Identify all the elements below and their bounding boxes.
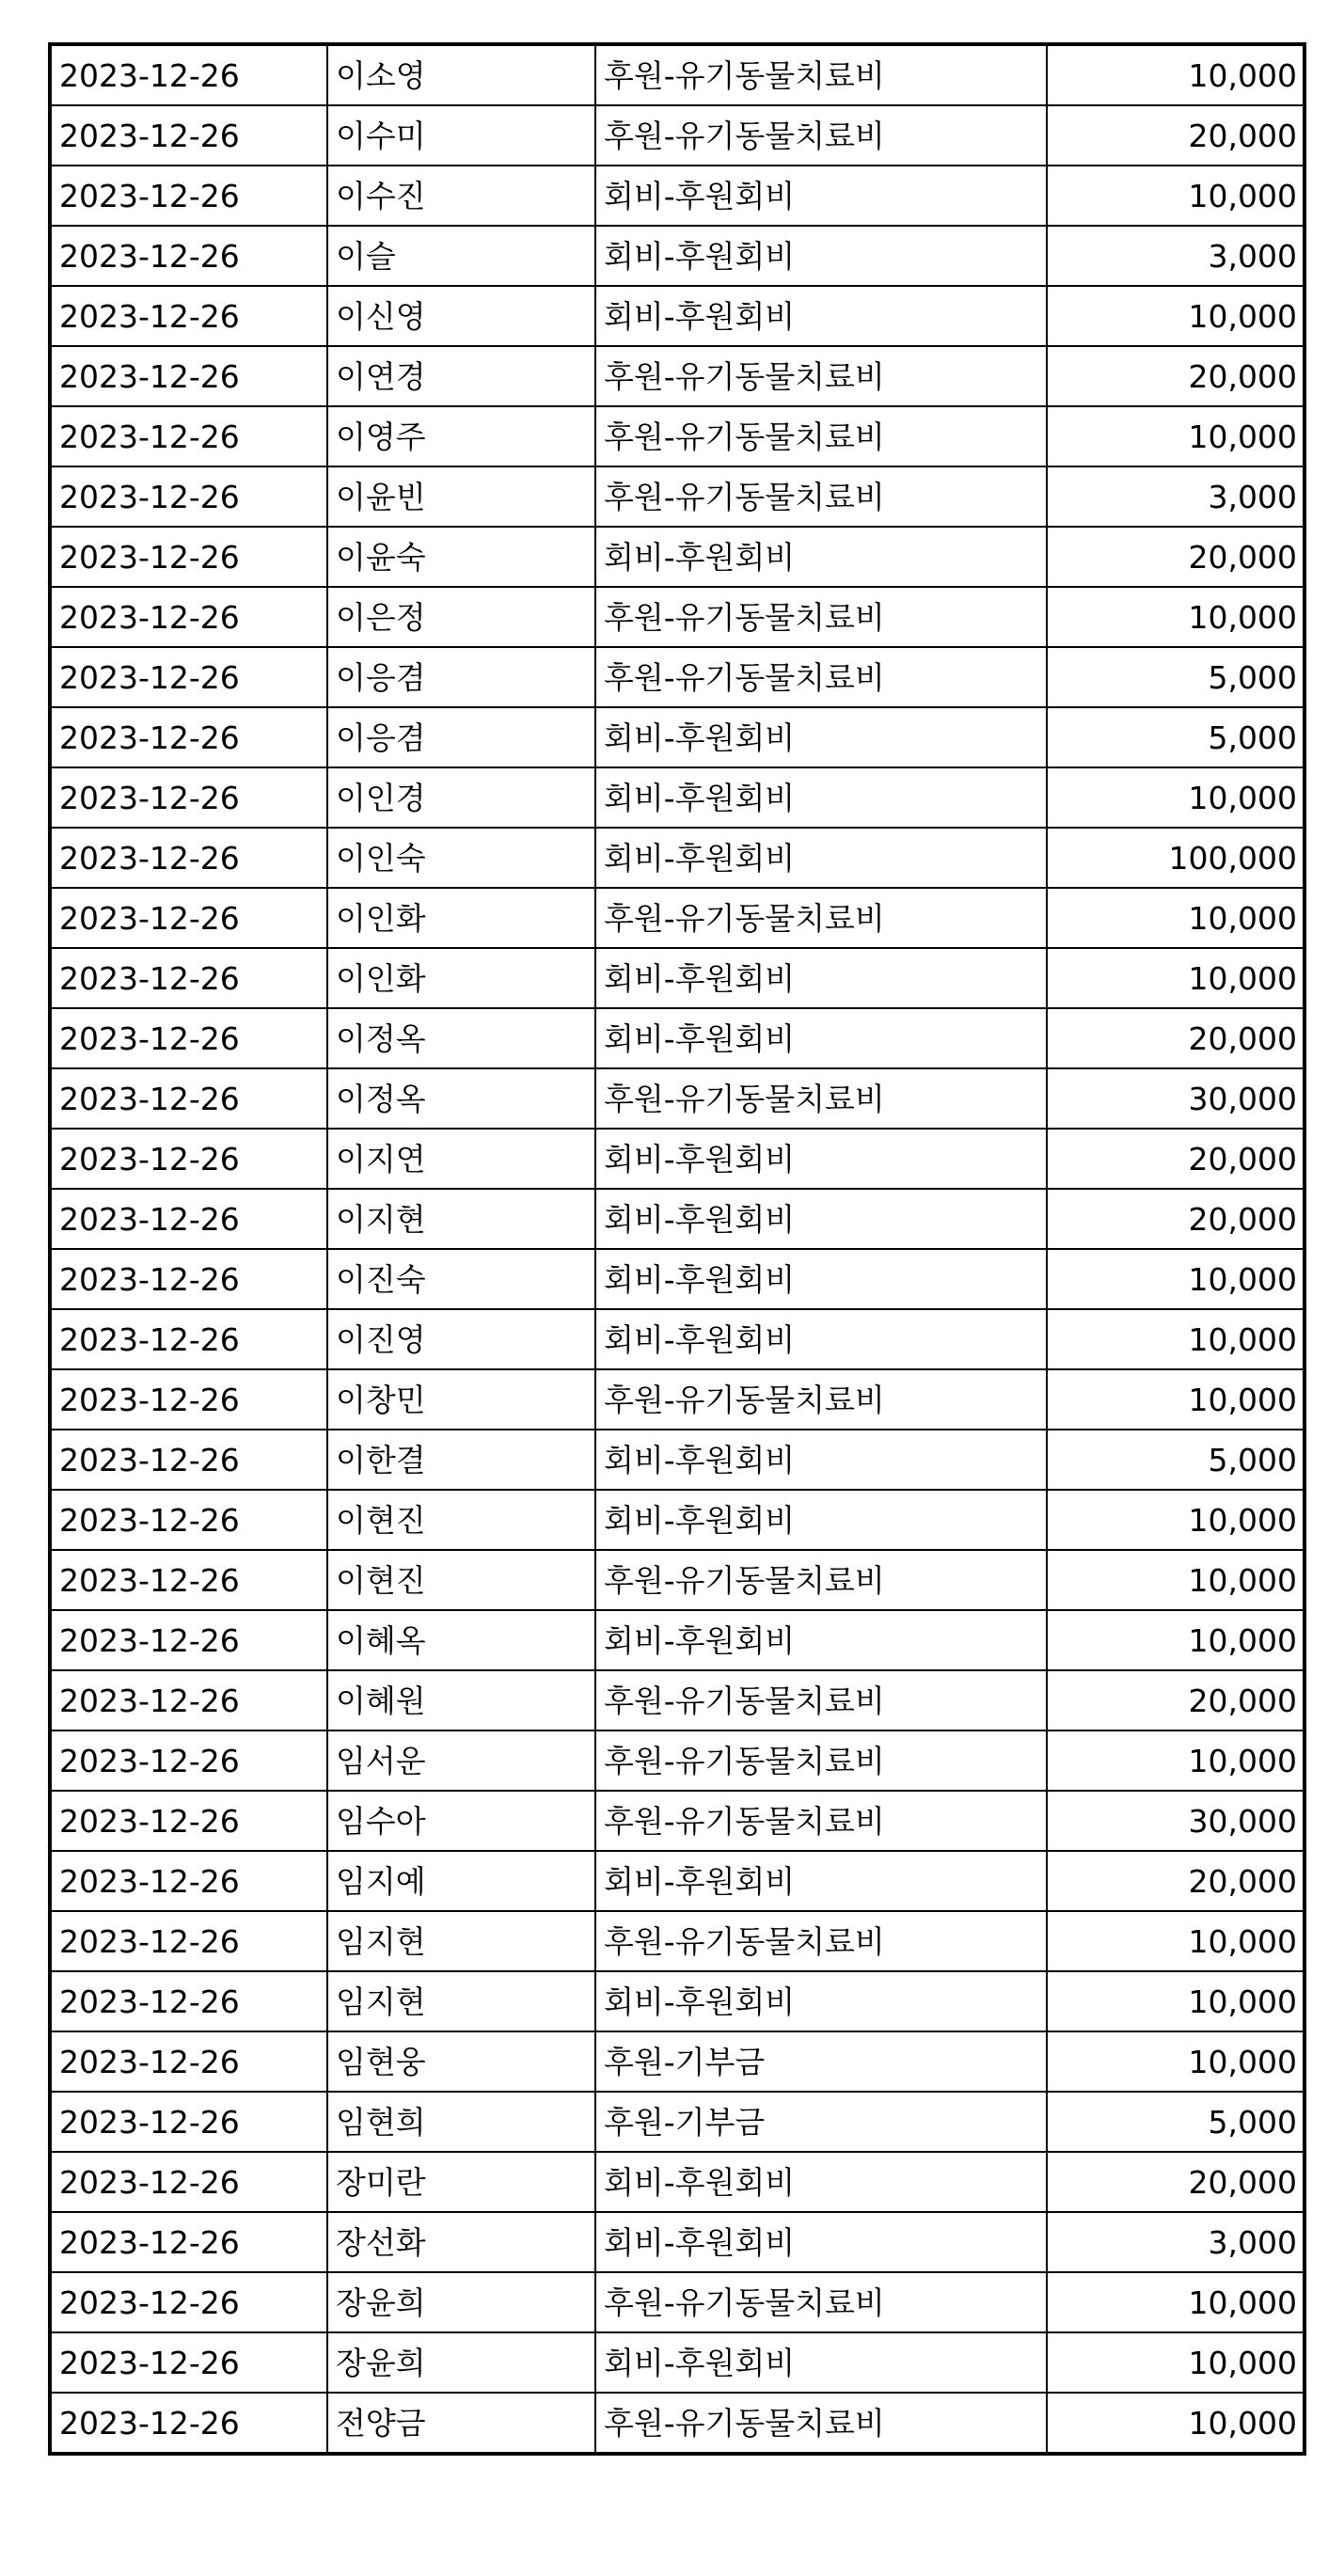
category-cell: 후원-기부금 (595, 2092, 1047, 2152)
date-cell: 2023-12-26 (50, 1249, 327, 1309)
donor-name-cell: 임서운 (327, 1731, 595, 1791)
donor-name-cell: 이혜옥 (327, 1610, 595, 1670)
date-cell: 2023-12-26 (50, 44, 327, 105)
table-row (50, 647, 1304, 707)
table-row (50, 2152, 1304, 2212)
table-row (50, 1911, 1304, 1971)
category-cell: 회비-후원회비 (595, 828, 1047, 888)
donor-name-cell: 임지현 (327, 1911, 595, 1971)
donor-name-cell: 이혜원 (327, 1670, 595, 1731)
category-cell: 후원-유기동물치료비 (595, 44, 1047, 105)
amount-cell: 10,000 (1047, 44, 1304, 105)
category-cell: 후원-기부금 (595, 2031, 1047, 2092)
donor-name-cell: 이지현 (327, 1189, 595, 1249)
donor-name-cell: 이은정 (327, 587, 595, 647)
table-row (50, 1791, 1304, 1851)
donor-name-cell: 이정옥 (327, 1008, 595, 1068)
amount-cell: 10,000 (1047, 1731, 1304, 1791)
amount-cell: 30,000 (1047, 1791, 1304, 1851)
date-cell: 2023-12-26 (50, 2092, 327, 2152)
donor-name-cell: 이인숙 (327, 828, 595, 888)
category-cell: 후원-유기동물치료비 (595, 2393, 1047, 2454)
amount-cell: 10,000 (1047, 2031, 1304, 2092)
table-row (50, 1430, 1304, 1490)
category-cell: 회비-후원회비 (595, 2332, 1047, 2393)
category-cell: 회비-후원회비 (595, 1008, 1047, 1068)
donor-name-cell: 장윤희 (327, 2332, 595, 2393)
amount-cell: 20,000 (1047, 1129, 1304, 1189)
donor-name-cell: 이정옥 (327, 1068, 595, 1129)
amount-cell: 20,000 (1047, 346, 1304, 406)
category-cell: 후원-유기동물치료비 (595, 2272, 1047, 2332)
donation-ledger-table (48, 42, 1306, 2456)
donor-name-cell: 이현진 (327, 1550, 595, 1610)
donor-name-cell: 이연경 (327, 346, 595, 406)
category-cell: 회비-후원회비 (595, 707, 1047, 767)
donor-name-cell: 장미란 (327, 2152, 595, 2212)
donor-name-cell: 이한결 (327, 1430, 595, 1490)
donor-name-cell: 이응겸 (327, 647, 595, 707)
category-cell: 회비-후원회비 (595, 1971, 1047, 2031)
donor-name-cell: 이지연 (327, 1129, 595, 1189)
table-row (50, 2393, 1304, 2454)
amount-cell: 10,000 (1047, 1911, 1304, 1971)
table-row (50, 2332, 1304, 2393)
donor-name-cell: 임지현 (327, 1971, 595, 2031)
table-row (50, 587, 1304, 647)
amount-cell: 10,000 (1047, 2393, 1304, 2454)
amount-cell: 10,000 (1047, 286, 1304, 346)
amount-cell: 10,000 (1047, 1490, 1304, 1550)
category-cell: 후원-유기동물치료비 (595, 406, 1047, 466)
category-cell: 후원-유기동물치료비 (595, 1791, 1047, 1851)
donor-name-cell: 임수아 (327, 1791, 595, 1851)
donor-name-cell: 이윤빈 (327, 466, 595, 527)
table-row (50, 1490, 1304, 1550)
date-cell: 2023-12-26 (50, 105, 327, 166)
amount-cell: 30,000 (1047, 1068, 1304, 1129)
amount-cell: 100,000 (1047, 828, 1304, 888)
amount-cell: 10,000 (1047, 1971, 1304, 2031)
table-row (50, 1851, 1304, 1911)
amount-cell: 20,000 (1047, 1670, 1304, 1731)
table-row (50, 1189, 1304, 1249)
table-row (50, 888, 1304, 948)
table-row (50, 1008, 1304, 1068)
date-cell: 2023-12-26 (50, 406, 327, 466)
category-cell: 후원-유기동물치료비 (595, 1369, 1047, 1430)
amount-cell: 5,000 (1047, 707, 1304, 767)
amount-cell: 10,000 (1047, 406, 1304, 466)
category-cell: 회비-후원회비 (595, 1430, 1047, 1490)
table-row (50, 1369, 1304, 1430)
amount-cell: 10,000 (1047, 2332, 1304, 2393)
table-row (50, 44, 1304, 105)
date-cell: 2023-12-26 (50, 1851, 327, 1911)
category-cell: 회비-후원회비 (595, 1249, 1047, 1309)
category-cell: 후원-유기동물치료비 (595, 587, 1047, 647)
donor-name-cell: 이응겸 (327, 707, 595, 767)
date-cell: 2023-12-26 (50, 1369, 327, 1430)
date-cell: 2023-12-26 (50, 587, 327, 647)
date-cell: 2023-12-26 (50, 948, 327, 1008)
date-cell: 2023-12-26 (50, 527, 327, 587)
table-row (50, 1550, 1304, 1610)
amount-cell: 5,000 (1047, 1430, 1304, 1490)
amount-cell: 10,000 (1047, 888, 1304, 948)
donor-name-cell: 임현희 (327, 2092, 595, 2152)
donor-name-cell: 전양금 (327, 2393, 595, 2454)
table-row (50, 1249, 1304, 1309)
date-cell: 2023-12-26 (50, 1068, 327, 1129)
table-row (50, 286, 1304, 346)
category-cell: 후원-유기동물치료비 (595, 1731, 1047, 1791)
table-row (50, 1670, 1304, 1731)
table-row (50, 2031, 1304, 2092)
date-cell: 2023-12-26 (50, 2332, 327, 2393)
category-cell: 회비-후원회비 (595, 1851, 1047, 1911)
category-cell: 회비-후원회비 (595, 527, 1047, 587)
table-row (50, 828, 1304, 888)
donor-name-cell: 이영주 (327, 406, 595, 466)
donor-name-cell: 이슬 (327, 226, 595, 286)
table-row (50, 707, 1304, 767)
date-cell: 2023-12-26 (50, 466, 327, 527)
date-cell: 2023-12-26 (50, 2272, 327, 2332)
category-cell: 후원-유기동물치료비 (595, 1670, 1047, 1731)
table-row (50, 1068, 1304, 1129)
donor-name-cell: 이진숙 (327, 1249, 595, 1309)
amount-cell: 10,000 (1047, 587, 1304, 647)
table-row (50, 1971, 1304, 2031)
amount-cell: 10,000 (1047, 1249, 1304, 1309)
category-cell: 회비-후원회비 (595, 1309, 1047, 1369)
date-cell: 2023-12-26 (50, 1309, 327, 1369)
amount-cell: 10,000 (1047, 1309, 1304, 1369)
table-row (50, 466, 1304, 527)
table-row (50, 2272, 1304, 2332)
date-cell: 2023-12-26 (50, 166, 327, 226)
category-cell: 회비-후원회비 (595, 1129, 1047, 1189)
amount-cell: 20,000 (1047, 1189, 1304, 1249)
category-cell: 회비-후원회비 (595, 1189, 1047, 1249)
amount-cell: 20,000 (1047, 527, 1304, 587)
category-cell: 후원-유기동물치료비 (595, 888, 1047, 948)
donor-name-cell: 이신영 (327, 286, 595, 346)
amount-cell: 10,000 (1047, 1610, 1304, 1670)
date-cell: 2023-12-26 (50, 2212, 327, 2272)
category-cell: 회비-후원회비 (595, 1610, 1047, 1670)
date-cell: 2023-12-26 (50, 1490, 327, 1550)
category-cell: 회비-후원회비 (595, 1490, 1047, 1550)
amount-cell: 3,000 (1047, 466, 1304, 527)
amount-cell: 20,000 (1047, 105, 1304, 166)
donor-name-cell: 임지예 (327, 1851, 595, 1911)
table-row (50, 527, 1304, 587)
amount-cell: 5,000 (1047, 2092, 1304, 2152)
amount-cell: 5,000 (1047, 647, 1304, 707)
category-cell: 회비-후원회비 (595, 948, 1047, 1008)
donor-name-cell: 이윤숙 (327, 527, 595, 587)
donor-name-cell: 이인화 (327, 948, 595, 1008)
table-row (50, 1731, 1304, 1791)
date-cell: 2023-12-26 (50, 647, 327, 707)
table-row (50, 346, 1304, 406)
table-row (50, 767, 1304, 828)
category-cell: 후원-유기동물치료비 (595, 1550, 1047, 1610)
category-cell: 후원-유기동물치료비 (595, 1068, 1047, 1129)
donor-name-cell: 이창민 (327, 1369, 595, 1430)
table-row (50, 1309, 1304, 1369)
date-cell: 2023-12-26 (50, 1008, 327, 1068)
donor-name-cell: 장윤희 (327, 2272, 595, 2332)
category-cell: 회비-후원회비 (595, 2212, 1047, 2272)
table-row (50, 226, 1304, 286)
table-row (50, 2092, 1304, 2152)
table-row (50, 406, 1304, 466)
donor-name-cell: 임현웅 (327, 2031, 595, 2092)
date-cell: 2023-12-26 (50, 1971, 327, 2031)
date-cell: 2023-12-26 (50, 1430, 327, 1490)
amount-cell: 10,000 (1047, 1369, 1304, 1430)
amount-cell: 10,000 (1047, 1550, 1304, 1610)
table-row (50, 166, 1304, 226)
donor-name-cell: 이소영 (327, 44, 595, 105)
table-row (50, 1610, 1304, 1670)
date-cell: 2023-12-26 (50, 1670, 327, 1731)
amount-cell: 10,000 (1047, 2272, 1304, 2332)
date-cell: 2023-12-26 (50, 1610, 327, 1670)
category-cell: 후원-유기동물치료비 (595, 1911, 1047, 1971)
amount-cell: 3,000 (1047, 226, 1304, 286)
category-cell: 회비-후원회비 (595, 767, 1047, 828)
table-row (50, 105, 1304, 166)
date-cell: 2023-12-26 (50, 1550, 327, 1610)
donor-name-cell: 이인화 (327, 888, 595, 948)
category-cell: 회비-후원회비 (595, 2152, 1047, 2212)
donor-name-cell: 이수미 (327, 105, 595, 166)
date-cell: 2023-12-26 (50, 1129, 327, 1189)
amount-cell: 3,000 (1047, 2212, 1304, 2272)
donor-name-cell: 이수진 (327, 166, 595, 226)
date-cell: 2023-12-26 (50, 346, 327, 406)
amount-cell: 20,000 (1047, 2152, 1304, 2212)
amount-cell: 10,000 (1047, 166, 1304, 226)
date-cell: 2023-12-26 (50, 888, 327, 948)
date-cell: 2023-12-26 (50, 707, 327, 767)
date-cell: 2023-12-26 (50, 828, 327, 888)
category-cell: 회비-후원회비 (595, 226, 1047, 286)
category-cell: 후원-유기동물치료비 (595, 466, 1047, 527)
category-cell: 회비-후원회비 (595, 166, 1047, 226)
date-cell: 2023-12-26 (50, 1189, 327, 1249)
donor-name-cell: 이진영 (327, 1309, 595, 1369)
amount-cell: 20,000 (1047, 1851, 1304, 1911)
date-cell: 2023-12-26 (50, 286, 327, 346)
table-row (50, 948, 1304, 1008)
donor-name-cell: 이인경 (327, 767, 595, 828)
date-cell: 2023-12-26 (50, 2393, 327, 2454)
category-cell: 회비-후원회비 (595, 286, 1047, 346)
amount-cell: 10,000 (1047, 767, 1304, 828)
date-cell: 2023-12-26 (50, 767, 327, 828)
category-cell: 후원-유기동물치료비 (595, 105, 1047, 166)
donor-name-cell: 장선화 (327, 2212, 595, 2272)
category-cell: 후원-유기동물치료비 (595, 647, 1047, 707)
amount-cell: 20,000 (1047, 1008, 1304, 1068)
date-cell: 2023-12-26 (50, 2031, 327, 2092)
date-cell: 2023-12-26 (50, 226, 327, 286)
date-cell: 2023-12-26 (50, 1731, 327, 1791)
table-row (50, 1129, 1304, 1189)
donor-name-cell: 이현진 (327, 1490, 595, 1550)
date-cell: 2023-12-26 (50, 1791, 327, 1851)
category-cell: 후원-유기동물치료비 (595, 346, 1047, 406)
ledger-body (50, 44, 1304, 2454)
date-cell: 2023-12-26 (50, 2152, 327, 2212)
table-row (50, 2212, 1304, 2272)
date-cell: 2023-12-26 (50, 1911, 327, 1971)
amount-cell: 10,000 (1047, 948, 1304, 1008)
